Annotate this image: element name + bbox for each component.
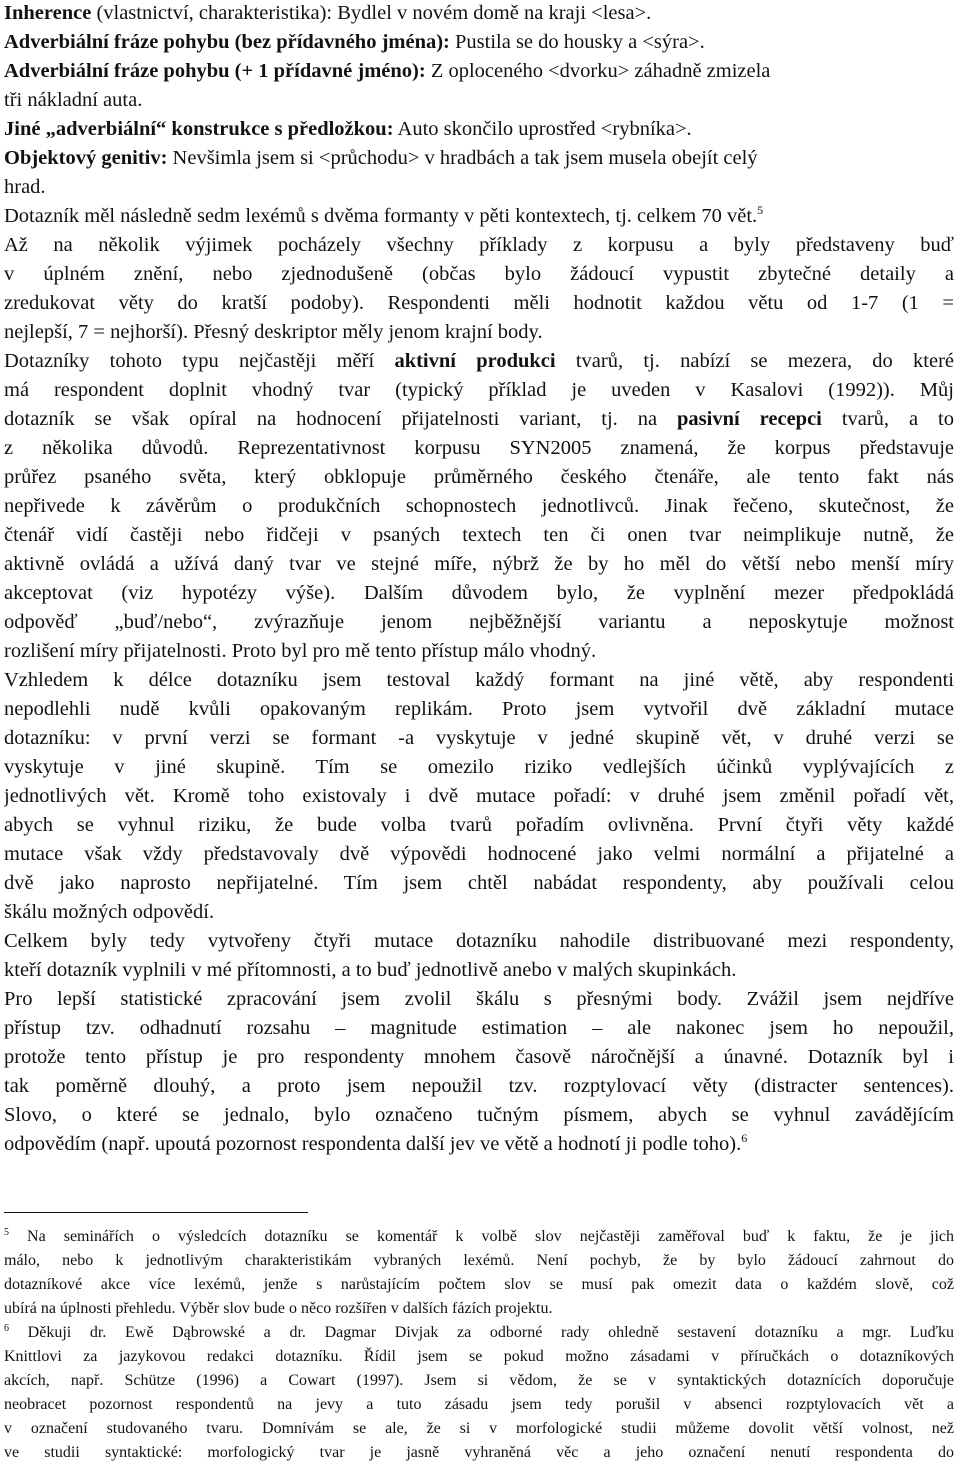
paragraph-line: mutace však vždy představovaly dvě výpovědi hodnocené jako velmi normální a přijatelné a	[4, 843, 954, 865]
footnote-line: v označení studovaného tvaru. Domnívám se ale, že si v morfologické studii můžeme dovolit větší volnost, než	[4, 1420, 954, 1437]
footnote-line: dotazníkové akce více lexémů, jenže s narůstajícím počtem slov se musí pak omezit data o každém slově, což	[4, 1276, 954, 1293]
footnote-line: Knittlovi za jazykovou redakci dotazníku. Řídil jsem se pokud možno zásadami v příručkách o dotazníkových	[4, 1348, 954, 1365]
paragraph-line: akceptovat (viz hypotézy výše). Dalším důvodem bylo, že vyplnění mezer předpokládá	[4, 582, 954, 604]
footnote-line: ve studii syntaktické: morfologický tvar je jasně vyhraněná věc a jeho označení nenutí respondenta do	[4, 1444, 954, 1461]
paragraph-line: Dotazníky tohoto typu nejčastěji měří aktivní produkci tvarů, tj. nabízí se mezera, do které	[4, 350, 954, 372]
footnote-number: 5	[4, 1227, 9, 1238]
term: Adverbiální fráze pohybu (bez přídavného jména):	[4, 31, 450, 53]
footnote-line: akcích, např. Schütze (1996) a Cowart (1997). Jsem si vědom, že se v syntaktických dotaznících doporučuje	[4, 1372, 954, 1389]
term: Adverbiální fráze pohybu (+ 1 přídavné jméno):	[4, 60, 426, 82]
example-objective-genitive: Objektový genitiv: Nevšimla jsem si <průchodu> v hradbách a tak jsem musela obejít celý	[4, 147, 758, 169]
paragraph-line: Slovo, o které se jednalo, bylo označeno tučným písmem, abych se vyhnul zavádějícím	[4, 1104, 954, 1126]
footnote-line: $^5$ Na seminářích o výsledcích dotazníku se komentář k volbě slov nejčastěji zaměřoval buď k faktu, že je jich	[4, 1227, 954, 1245]
paragraph-line: z několika důvodů. Reprezentativnost korpusu SYN2005 znamená, že korpus představuje	[4, 437, 954, 459]
example-adverbial-phrase-1: Adverbiální fráze pohybu (bez přídavného jména): Pustila se do housky a <sýra>.	[4, 31, 705, 53]
paragraph-line: aktivně ovládá a užívá daný tvar ve stejné míře, nýbrž že by ho měl do větší nebo menší míry	[4, 553, 954, 575]
paragraph-line: čtenář vidí častěji nebo řidčeji v psaných textech ten či onen tvar neimplikuje nutně, že	[4, 524, 954, 546]
term: Inherence	[4, 2, 92, 24]
example-inherence: Inherence (vlastnictví, charakteristika): Bydlel v novém domě na kraji <lesa>.	[4, 2, 652, 24]
example-adverbial-phrase-2-cont: tři nákladní auta.	[4, 89, 143, 111]
paragraph-line: Vzhledem k délce dotazníku jsem testoval každý formant na jiné větě, aby respondenti	[4, 669, 954, 691]
footnote-line: málo, nebo k jednotlivým charakteristikám vybraných lexémů. Není pochyb, že by bylo žádoucí zahrnout do	[4, 1252, 954, 1269]
footnote-line: neobracet pozornost respondentů na jevy a tuto zásadu jsem tedy porušil v absenci rozptylovacích vět a	[4, 1396, 954, 1413]
paragraph-line: škálu možných odpovědí.	[4, 901, 215, 923]
paragraph-line: Celkem byly tedy vytvořeny čtyři mutace dotazníku nahodile distribuované mezi respondenty,	[4, 930, 954, 952]
paragraph-line: odpovědím (např. upoutá pozornost respondenta další jev ve větě a hodnotí ji podle toho).$^6$	[4, 1131, 748, 1155]
paragraph-line: Pro lepší statistické zpracování jsem zvolil škálu s přesnými body. Zvážil jsem nejdříve	[4, 988, 954, 1010]
footnote-ref-5[interactable]: 5	[757, 203, 764, 217]
term: Objektový genitiv:	[4, 147, 168, 169]
paragraph-line: dotazník se však opíral na hodnocení přijatelnosti variant, tj. na pasivní recepci tvarů, a to	[4, 408, 954, 430]
paragraph-line: dotazníku: v první verzi se formant -a vyskytuje v jedné skupině vět, v druhé verzi se	[4, 727, 954, 749]
paragraph-line: nejlepší, 7 = nejhorší). Přesný deskriptor měly jenom krajní body.	[4, 321, 543, 343]
paragraph-line: zredukovat věty do kratší podoby). Respondenti měli hodnotit každou větu od 1-7 (1 =	[4, 292, 954, 314]
footnote-separator	[4, 1212, 308, 1213]
paragraph-line: Až na několik výjimek pocházely všechny příklady z korpusu a byly představeny buď	[4, 234, 954, 256]
paragraph-line: abych se vyhnul riziku, že bude volba tvarů pořadím ovlivněna. První čtyři věty každé	[4, 814, 954, 836]
bold-term: aktivní produkci	[394, 350, 556, 372]
paragraph-line: přístup tzv. odhadnutí rozsahu – magnitude estimation – ale nakonec jsem ho nepoužil,	[4, 1017, 954, 1039]
paragraph-line: má respondent doplnit vhodný tvar (typický příklad je uveden v Kasalovi (1992)). Můj	[4, 379, 954, 401]
footnote-line: $^6$ Děkuji dr. Ewě Dąbrowské a dr. Dagmar Divjak za odborné rady ohledně sestavení dotazníku a mgr. Luďku	[4, 1323, 954, 1341]
paragraph-line: vyskytuje v jiné skupině. Tím se omezilo riziko vedlejších účinků vyplývajících z	[4, 756, 954, 778]
paragraph-line: rozlišení míry přijatelnosti. Proto byl pro mě tento přístup málo vhodný.	[4, 640, 597, 662]
footnote-number: 6	[4, 1323, 9, 1334]
paragraph-line: odpověď „buď/nebo“, zvýrazňuje jenom nejběžnější variantu a neposkytuje možnost	[4, 611, 954, 633]
paragraph-line: nepodlehli nudě kvůli opakovaným replikám. Proto jsem vytvořil dvě základní mutace	[4, 698, 954, 720]
paragraph-line: jednotlivých vět. Kromě toho existovaly i dvě mutace pořadí: v druhé jsem změnil pořadí vět,	[4, 785, 954, 807]
example-adverbial-phrase-2: Adverbiální fráze pohybu (+ 1 přídavné jméno): Z oploceného <dvorku> záhadně zmizela	[4, 60, 771, 82]
footnote-line: ubírá na úplnosti přehledu. Výběr slov bude o něco rozšířen v dalších fázích projektu.	[4, 1300, 553, 1317]
paragraph-line: nepřivede k závěrům o produkčních schopnostech jednotlivců. Jinak řečeno, skutečnost, že	[4, 495, 954, 517]
paragraph-line: kteří dotazník vyplnili v mé přítomnosti, a to buď jednotlivě anebo v malých skupinkách.	[4, 959, 737, 981]
paragraph-line: dvě jako naprosto nepřijatelné. Tím jsem chtěl nabádat respondenty, aby používali celou	[4, 872, 954, 894]
term: Jiné „adverbiální“ konstrukce s předložkou:	[4, 118, 394, 140]
paragraph-line: průřez psaného světa, který obklopuje průměrného českého čtenáře, ale tento fakt nás	[4, 466, 954, 488]
questionnaire-summary: Dotazník měl následně sedm lexémů s dvěma formanty v pěti kontextech, tj. celkem 70 vět.$^5$	[4, 203, 764, 227]
bold-term: pasivní recepci	[677, 408, 822, 430]
paragraph-line: tak poměrně dlouhý, a proto jsem nepoužil tzv. rozptylovací věty (distracter sentences).	[4, 1075, 954, 1097]
example-other-adverbial: Jiné „adverbiální“ konstrukce s předložkou: Auto skončilo uprostřed <rybníka>.	[4, 118, 692, 140]
paragraph-line: protože tento přístup je pro respondenty mnohem časově náročnější a únavné. Dotazník byl i	[4, 1046, 954, 1068]
example-objective-genitive-cont: hrad.	[4, 176, 46, 198]
paragraph-line: v úplném znění, nebo zjednodušeně (občas bylo žádoucí vypustit zbytečné detaily a	[4, 263, 954, 285]
footnote-ref-6[interactable]: 6	[741, 1131, 748, 1145]
